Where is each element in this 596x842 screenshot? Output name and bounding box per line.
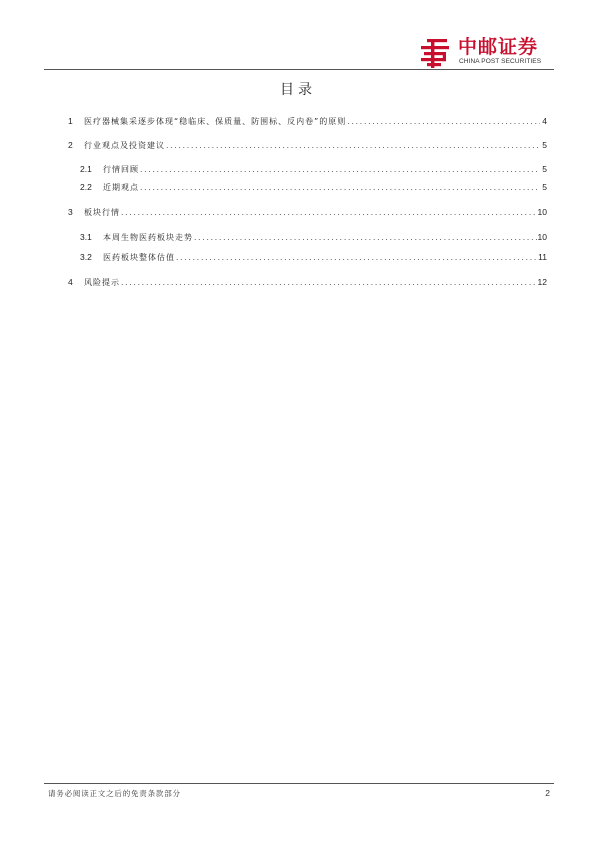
toc-entry[interactable] [68,276,547,288]
header-divider [44,69,554,70]
toc-entry-text: 板块行情 [84,208,120,217]
toc-entry[interactable] [68,115,547,127]
toc-dot-leader [140,163,540,175]
toc-entry-text: 医疗器械集采逐步体现“稳临床、保质量、防围标、反内卷”的原则 [84,117,347,126]
toc-entry-number: 4 [68,277,73,287]
logo-chinese-name: 中邮证券 [458,36,539,58]
toc-dot-leader [121,206,537,218]
toc-entry-number: 1 [68,116,73,126]
toc-entry-text: 风险提示 [84,278,120,287]
toc-dot-leader [140,181,540,193]
toc-dot-leader [121,276,537,288]
toc-entry-page: 5 [542,164,547,174]
toc-entry-text: 行业观点及投资建议 [84,141,165,150]
toc-dot-leader [166,139,540,151]
toc-entry-page: 5 [542,140,547,150]
toc-entry[interactable] [80,181,547,193]
toc-entry[interactable] [68,139,547,151]
toc-dot-leader [194,231,537,243]
toc-entry-number: 2.2 [80,182,92,192]
toc-entry-number: 3 [68,207,73,217]
toc-entry-text: 近期观点 [103,183,139,192]
toc-entry-text: 医药板块整体估值 [103,253,175,262]
page-number: 2 [545,788,550,798]
china-post-logo-icon [418,36,452,70]
footer-divider [44,783,554,784]
toc-entry-number: 2 [68,140,73,150]
toc-entry-number: 3.2 [80,252,92,262]
toc-entry[interactable] [68,206,547,218]
toc-entry-page: 4 [542,116,547,126]
toc-entry[interactable] [80,231,547,243]
toc-entry-text: 行情回顾 [103,165,139,174]
footer-disclaimer: 请务必阅读正文之后的免责条款部分 [48,789,181,798]
toc-title: 目录 [280,82,316,98]
toc-entry[interactable] [80,163,547,175]
toc-dot-leader [347,115,540,127]
logo-english-name: CHINA POST SECURITIES [459,58,542,65]
toc-entry[interactable] [80,251,547,263]
toc-entry-page: 10 [537,207,547,217]
toc-entry-number: 2.1 [80,164,92,174]
toc-entry-number: 3.1 [80,232,92,242]
toc-entry-page: 5 [542,182,547,192]
toc-entry-page: 10 [537,232,547,242]
toc-entry-page: 11 [538,252,547,262]
toc-entry-page: 12 [537,277,547,287]
company-logo [418,36,558,70]
toc-dot-leader [176,251,537,263]
toc-entry-text: 本周生物医药板块走势 [103,233,193,242]
